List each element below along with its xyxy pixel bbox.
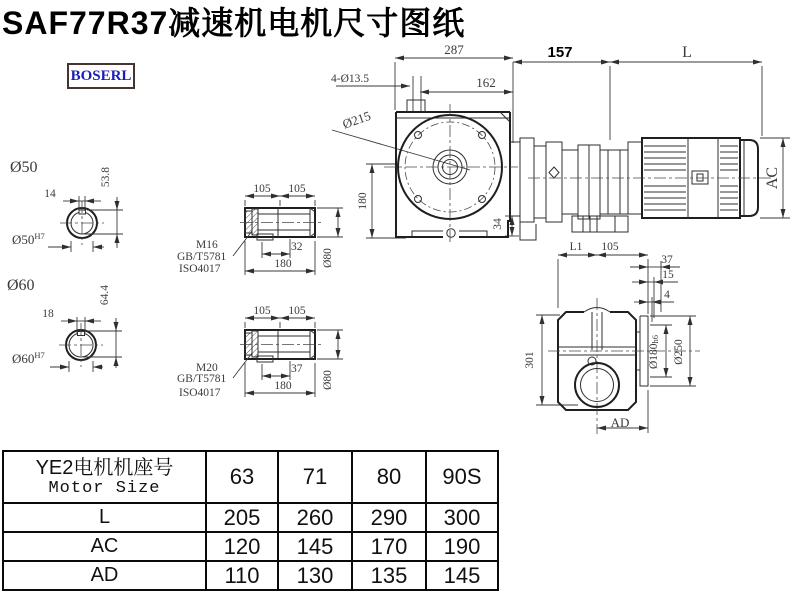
standard-iso4017: ISO4017 (179, 387, 221, 399)
table-row (3, 561, 498, 590)
front-view (331, 42, 790, 245)
dim-motor-length-L: L (682, 44, 692, 61)
bore-label-50H7: $Ø50^{H7}$ (12, 231, 45, 247)
shaft-detail-m16 (177, 183, 343, 275)
value-cell: 290 (352, 503, 426, 532)
dim-flange-dia-250: Ø250 (673, 339, 685, 365)
row-label-AC: AC (3, 532, 206, 561)
dim-spigot-dia: Ø180h6 (648, 334, 660, 370)
dim-15: 15 (662, 269, 674, 281)
dim-105-right: 105 (288, 183, 306, 195)
dim-depth-32: 32 (291, 241, 303, 253)
motor-size-header-cell (3, 451, 206, 503)
dim-overall-287: 287 (444, 42, 464, 57)
shaft-detail-m20 (177, 305, 343, 399)
value-cell: 190 (426, 532, 498, 561)
bore-label-60H7: $Ø60^{H7}$ (12, 350, 45, 366)
size-col-header: 80 (352, 451, 426, 503)
dim-dia-80: Ø80 (322, 370, 334, 390)
value-cell: 205 (206, 503, 278, 532)
dim-dia-80: Ø80 (322, 248, 334, 268)
dim-length-180: 180 (274, 258, 292, 270)
dim-depth-37: 37 (291, 363, 303, 375)
table-row (3, 532, 498, 561)
row-label-AD: AD (3, 561, 206, 590)
dim-105: 105 (601, 241, 619, 253)
table-header-row (3, 451, 498, 503)
dim-holes-4xd13.5: 4-Ø13.5 (331, 73, 370, 85)
dim-height-180: 180 (357, 192, 369, 210)
size-col-header: 90S (426, 451, 498, 503)
hollow-shaft-60-view (7, 277, 122, 372)
value-cell: 260 (278, 503, 352, 532)
value-cell: 130 (278, 561, 352, 590)
thread-label-m16: M16 (196, 239, 218, 251)
dim-foot-34: 34 (492, 218, 504, 230)
dim-motor-dia-AC: AC (764, 166, 781, 190)
dim-keyway-height-64.4: 64.4 (99, 284, 111, 306)
dim-length-180: 180 (274, 380, 292, 392)
dim-4: 4 (664, 289, 670, 301)
standard-gb5781: GB/T5781 (177, 251, 227, 263)
value-cell: 145 (426, 561, 498, 590)
dim-105-left: 105 (253, 183, 271, 195)
value-cell: 170 (352, 532, 426, 561)
dim-keyway-height-53.8: 53.8 (100, 166, 112, 188)
boserl-logo: BOSERL (67, 63, 135, 89)
dim-AD: AD (610, 415, 630, 430)
side-view (524, 241, 700, 434)
dim-162: 162 (476, 75, 496, 90)
value-cell: 145 (278, 532, 352, 561)
size-col-header: 63 (206, 451, 278, 503)
dim-L1: L1 (569, 241, 583, 253)
dim-37: 37 (661, 254, 673, 266)
shaft60-label: Ø60 (7, 277, 35, 294)
size-col-header: 71 (278, 451, 352, 503)
motor-size-table (2, 450, 499, 591)
table-header-en: Motor Size (48, 478, 161, 498)
dim-157: 157 (547, 44, 573, 61)
dim-keyway-width-18: 18 (42, 308, 54, 320)
value-cell: 135 (352, 561, 426, 590)
dim-105-left: 105 (253, 305, 271, 317)
value-cell: 120 (206, 532, 278, 561)
standard-iso4017: ISO4017 (179, 263, 221, 275)
dim-105-right: 105 (288, 305, 306, 317)
table-header-cn: YE2电机机座号 (35, 456, 174, 479)
value-cell: 300 (426, 503, 498, 532)
hollow-shaft-50-view (10, 159, 123, 252)
shaft50-label: Ø50 (10, 159, 38, 176)
dim-flange-dia-215: Ø215 (340, 107, 373, 132)
row-label-L: L (3, 503, 206, 532)
table-row (3, 503, 498, 532)
standard-gb5781: GB/T5781 (177, 373, 227, 385)
dim-keyway-width-14: 14 (44, 188, 56, 200)
thread-label-m20: M20 (196, 362, 218, 374)
dim-height-301: 301 (524, 351, 536, 369)
page-title: SAF77R37减速机电机尺寸图纸 (2, 5, 466, 41)
value-cell: 110 (206, 561, 278, 590)
